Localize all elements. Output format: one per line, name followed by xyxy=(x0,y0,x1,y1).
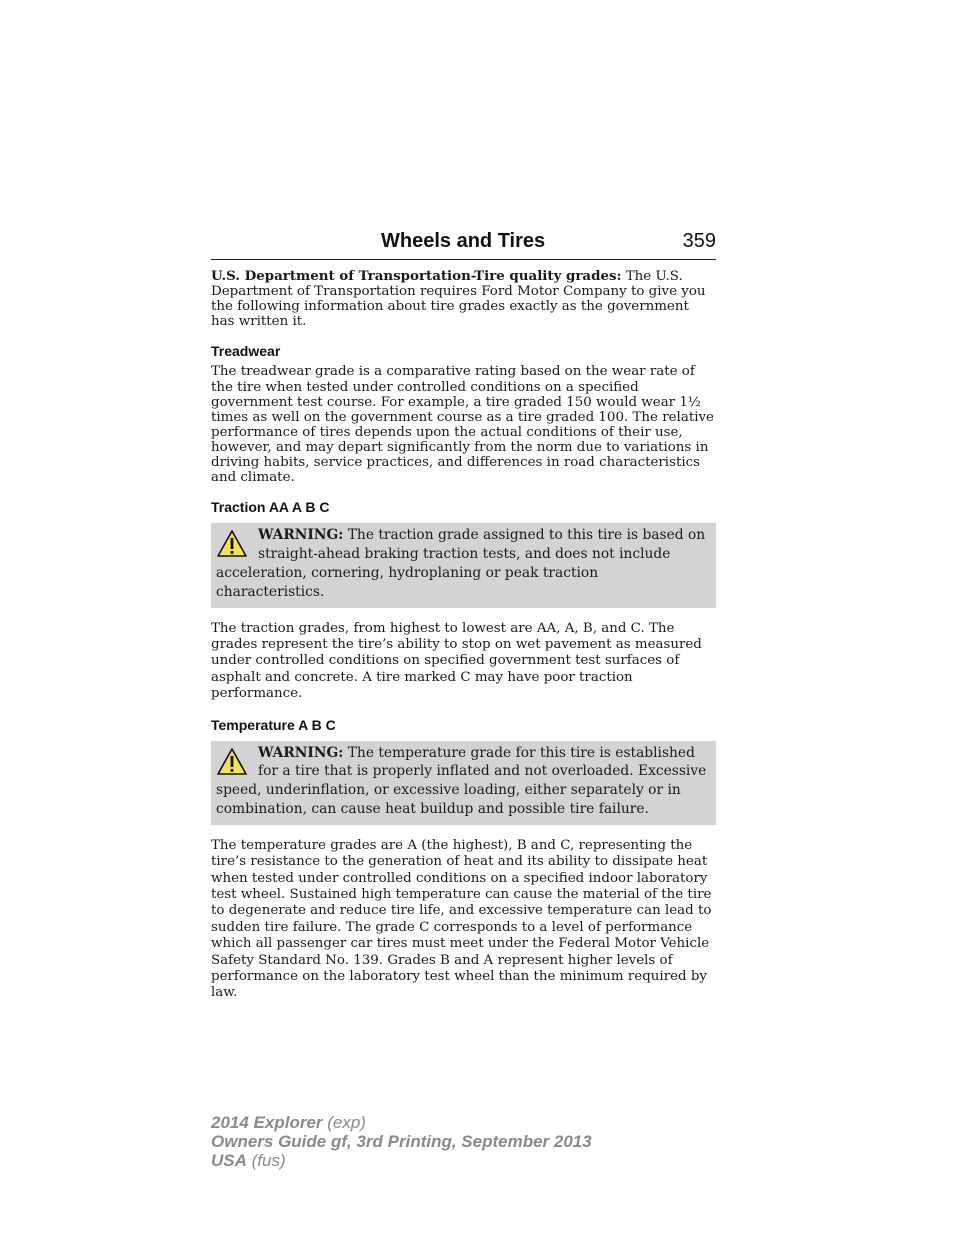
page-footer xyxy=(211,1113,592,1170)
traction-paragraph: The traction grades, from highest to lowest are AA, A, B, and C. The grades represent the tire’s ability to stop on wet pavement as measured under controlled conditions on specified government test surfaces of asphalt and concrete. A tire marked C may have poor traction performance. xyxy=(211,620,702,702)
footer-model: 2014 Explorer xyxy=(211,1113,323,1132)
page-content xyxy=(211,269,716,1002)
page-header xyxy=(211,228,716,260)
temperature-warning-box xyxy=(211,741,716,825)
treadwear-paragraph: The treadwear grade is a comparative rating based on the wear rate of the tire when tested under controlled conditions on a specified government test course. For example, a tire graded 150 would wear 1½ times as well on the government course as a tire graded 100. The relative performance of tires depends upon the actual conditions of their use, however, and may depart significantly from the norm due to variations in driving habits, service practices, and differences in road characteristics and climate. xyxy=(211,364,714,486)
footer-region-code: (fus) xyxy=(246,1151,286,1170)
intro-text: The U.S. Department of Transportation requires Ford Motor Company to give you the following information about tire grades exactly as the government has written it. xyxy=(211,269,706,330)
traction-warning-box xyxy=(211,523,716,607)
treadwear-heading: Treadwear xyxy=(211,343,281,360)
traction-warning-label: WARNING: xyxy=(258,527,344,544)
temperature-warning-label: WARNING: xyxy=(258,744,344,761)
warning-triangle-icon xyxy=(216,529,248,559)
page-number: 359 xyxy=(682,230,716,252)
temperature-warning-text: The temperature grade for this tire is established for a tire that is properly inflated and not overloaded. Excessive speed, underinflation, or excessive loading, either separately or in combination, can cause heat buildup and possible tire failure. xyxy=(216,744,707,818)
footer-guide: Owners Guide gf, 3rd Printing, September 2013 xyxy=(211,1132,592,1151)
page-title: Wheels and Tires xyxy=(381,230,546,252)
temperature-heading: Temperature A B C xyxy=(211,716,336,733)
footer-model-line xyxy=(211,1113,592,1132)
footer-model-code: (exp) xyxy=(322,1113,366,1132)
temperature-paragraph: The temperature grades are A (the highest), B and C, representing the tire’s resistance to the generation of heat and its ability to dissipate heat when tested under controlled conditions on a specified indoor laboratory test wheel. Sustained high temperature can cause the material of the tire to degenerate and reduce tire life, and excessive temperature can lead to sudden tire failure. The grade C corresponds to a level of performance which all passenger car tires must meet under the Federal Motor Vehicle Safety Standard No. 139. Grades B and A represent higher levels of performance on the laboratory test wheel than the minimum required by law. xyxy=(211,837,712,1001)
intro-paragraph xyxy=(211,269,716,329)
intro-lead: U.S. Department of Transportation-Tire quality grades: xyxy=(211,268,622,284)
traction-heading: Traction AA A B C xyxy=(211,499,330,516)
traction-warning-text: The traction grade assigned to this tire is based on straight-ahead braking traction tests, and does not include acceleration, cornering, hydroplaning or peak traction characteristics. xyxy=(216,527,706,600)
warning-triangle-icon xyxy=(216,747,248,777)
footer-region-line xyxy=(211,1151,592,1170)
footer-region: USA xyxy=(211,1151,247,1170)
